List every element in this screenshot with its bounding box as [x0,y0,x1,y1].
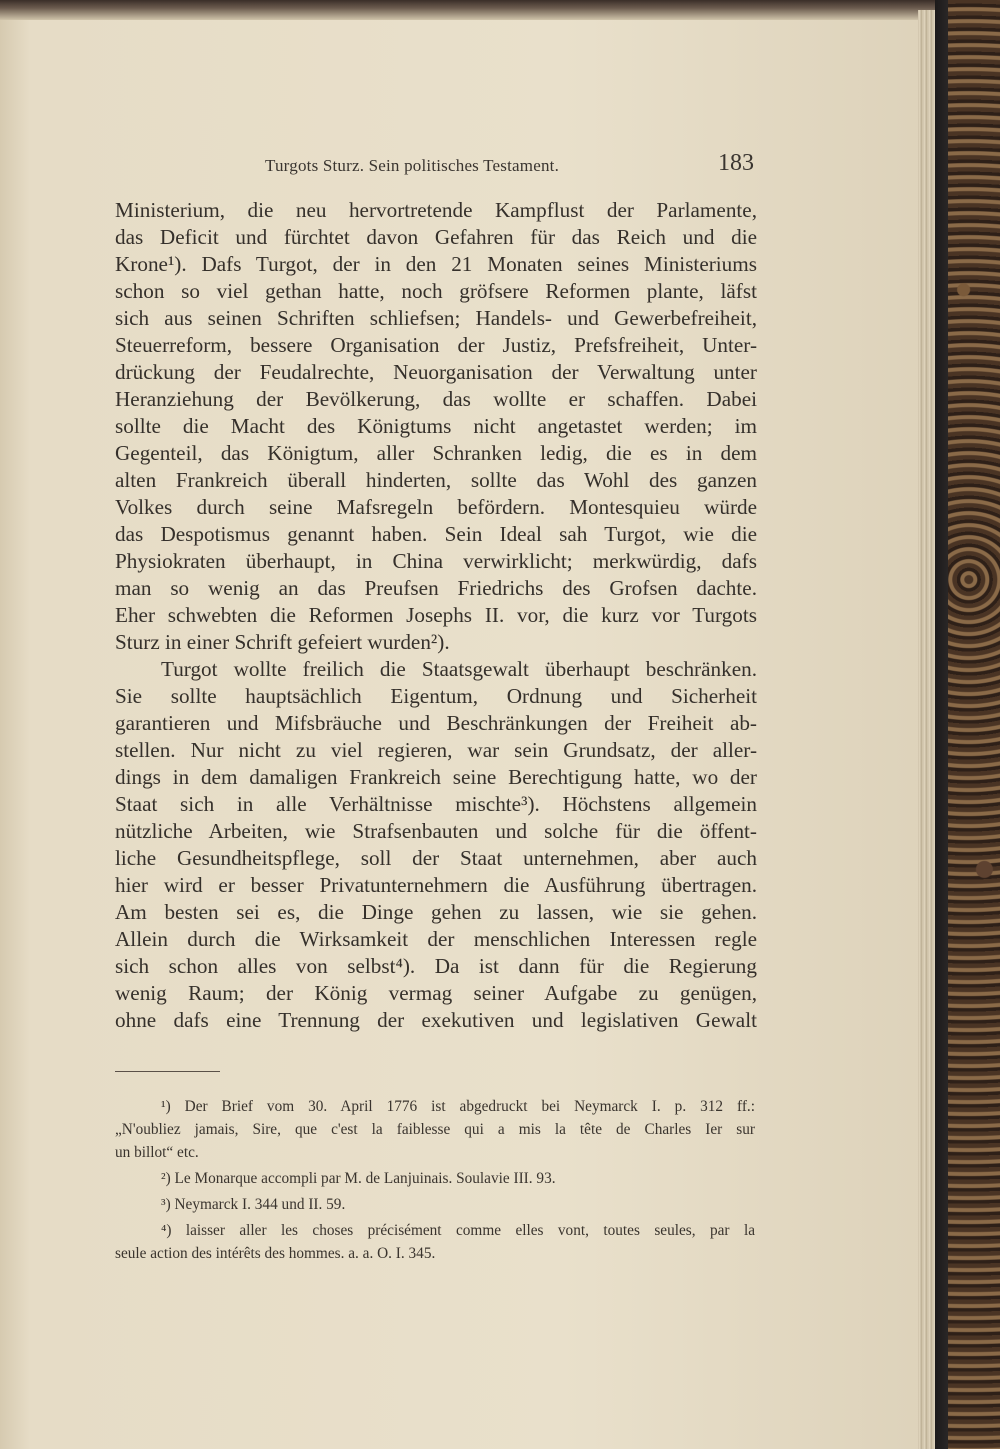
text-line: ohne dafs eine Trennung der exekutiven und legislativen Gewalt [115,1008,757,1032]
footnote-line: ³) Neymarck I. 344 und II. 59. [161,1196,346,1213]
text-line: Eher schwebten die Reformen Josephs II. vor, die kurz vor Turgots [115,603,757,627]
footnote-3 [115,1193,755,1216]
text-line: Turgot wollte freilich die Staatsgewalt überhaupt beschränken. [161,657,757,681]
text-line: wenig Raum; der König vermag seiner Aufgabe zu genügen, [115,981,757,1005]
footnote-line: un billot“ etc. [115,1144,199,1161]
text-line: liche Gesundheitspflege, soll der Staat unternehmen, aber auch [115,846,757,870]
text-line: nützliche Arbeiten, wie Strafsenbauten und solche für die öffent- [115,819,757,843]
page-number: 183 [718,150,754,176]
footnote-line: ¹) Der Brief vom 30. April 1776 ist abgedruckt bei Neymarck I. p. 312 ff.: [161,1098,755,1115]
running-header [115,150,760,190]
text-line: hier wird er besser Privatunternehmern die Ausführung übertragen. [115,873,757,897]
paragraph-2 [115,656,757,1034]
footnote-4 [115,1219,755,1265]
text-line: das Despotismus genannt haben. Sein Ideal sah Turgot, wie die [115,522,757,546]
page-top-edge [0,0,960,20]
text-line: das Deficit und fürchtet davon Gefahren für das Reich und die [115,225,757,249]
text-line: stellen. Nur nicht zu viel regieren, war sein Grundsatz, der aller- [115,738,757,762]
text-line: Physiokraten überhaupt, in China verwirklicht; merkwürdig, dafs [115,549,757,573]
text-line: Am besten sei es, die Dinge gehen zu lassen, wie sie gehen. [115,900,757,924]
footnote-1 [115,1095,755,1164]
footnote-rule [115,1071,220,1072]
footnote-line: seule action des intérêts des hommes. a. a. O. I. 345. [115,1245,436,1262]
paragraph-1 [115,197,757,656]
text-line: Steuerreform, bessere Organisation der Justiz, Prefsfreiheit, Unter- [115,333,757,357]
text-line: schon so viel gethan hatte, noch gröfsere Reformen plante, läfst [115,279,757,303]
body-text [115,197,757,1034]
text-line: Sie sollte hauptsächlich Eigentum, Ordnung und Sicherheit [115,684,757,708]
text-line: Krone¹). Dafs Turgot, der in den 21 Monaten seines Ministeriums [115,252,757,276]
text-line: garantieren und Mifsbräuche und Beschränkungen der Freiheit ab- [115,711,757,735]
text-line: sollte die Macht des Königtums nicht angetastet werden; im [115,414,757,438]
text-line: sich schon alles von selbst⁴). Da ist dann für die Regierung [115,954,757,978]
text-line: Heranziehung der Bevölkerung, das wollte er schaffen. Dabei [115,387,757,411]
footnote-line: ⁴) laisser aller les choses précisément comme elles vont, toutes seules, par la [161,1222,755,1239]
text-line: dings in dem damaligen Frankreich seine Berechtigung hatte, wo der [115,765,757,789]
text-line: Gegenteil, das Königtum, aller Schranken ledig, die es in dem [115,441,757,465]
footnote-line: ²) Le Monarque accompli par M. de Lanjuinais. Soulavie III. 93. [161,1170,556,1187]
footnotes [115,1095,755,1265]
text-line: Allein durch die Wirksamkeit der menschlichen Interessen regle [115,927,757,951]
text-line: drückung der Feudalrechte, Neuorganisation der Verwaltung unter [115,360,757,384]
text-line: sich aus seinen Schriften schliefsen; Handels- und Gewerbefreiheit, [115,306,757,330]
text-line: man so wenig an das Preufsen Friedrichs des Grofsen dachte. [115,576,757,600]
text-line: Ministerium, die neu hervortretende Kampflust der Parlamente, [115,198,757,222]
text-line: Sturz in einer Schrift gefeiert wurden²). [115,630,450,654]
marbled-cover [948,0,1000,1449]
footnote-line: „N'oubliez jamais, Sire, que c'est la faiblesse qui a mis la tête de Charles Ier sur [115,1121,755,1138]
text-line: Volkes durch seine Mafsregeln befördern. Montesquieu würde [115,495,757,519]
running-title: Turgots Sturz. Sein politisches Testament. [265,156,560,175]
text-line: alten Frankreich überall hinderten, sollte das Wohl des ganzen [115,468,757,492]
text-line: Staat sich in alle Verhältnisse mischte³). Höchstens allgemein [115,792,757,816]
footnote-2 [115,1167,755,1190]
